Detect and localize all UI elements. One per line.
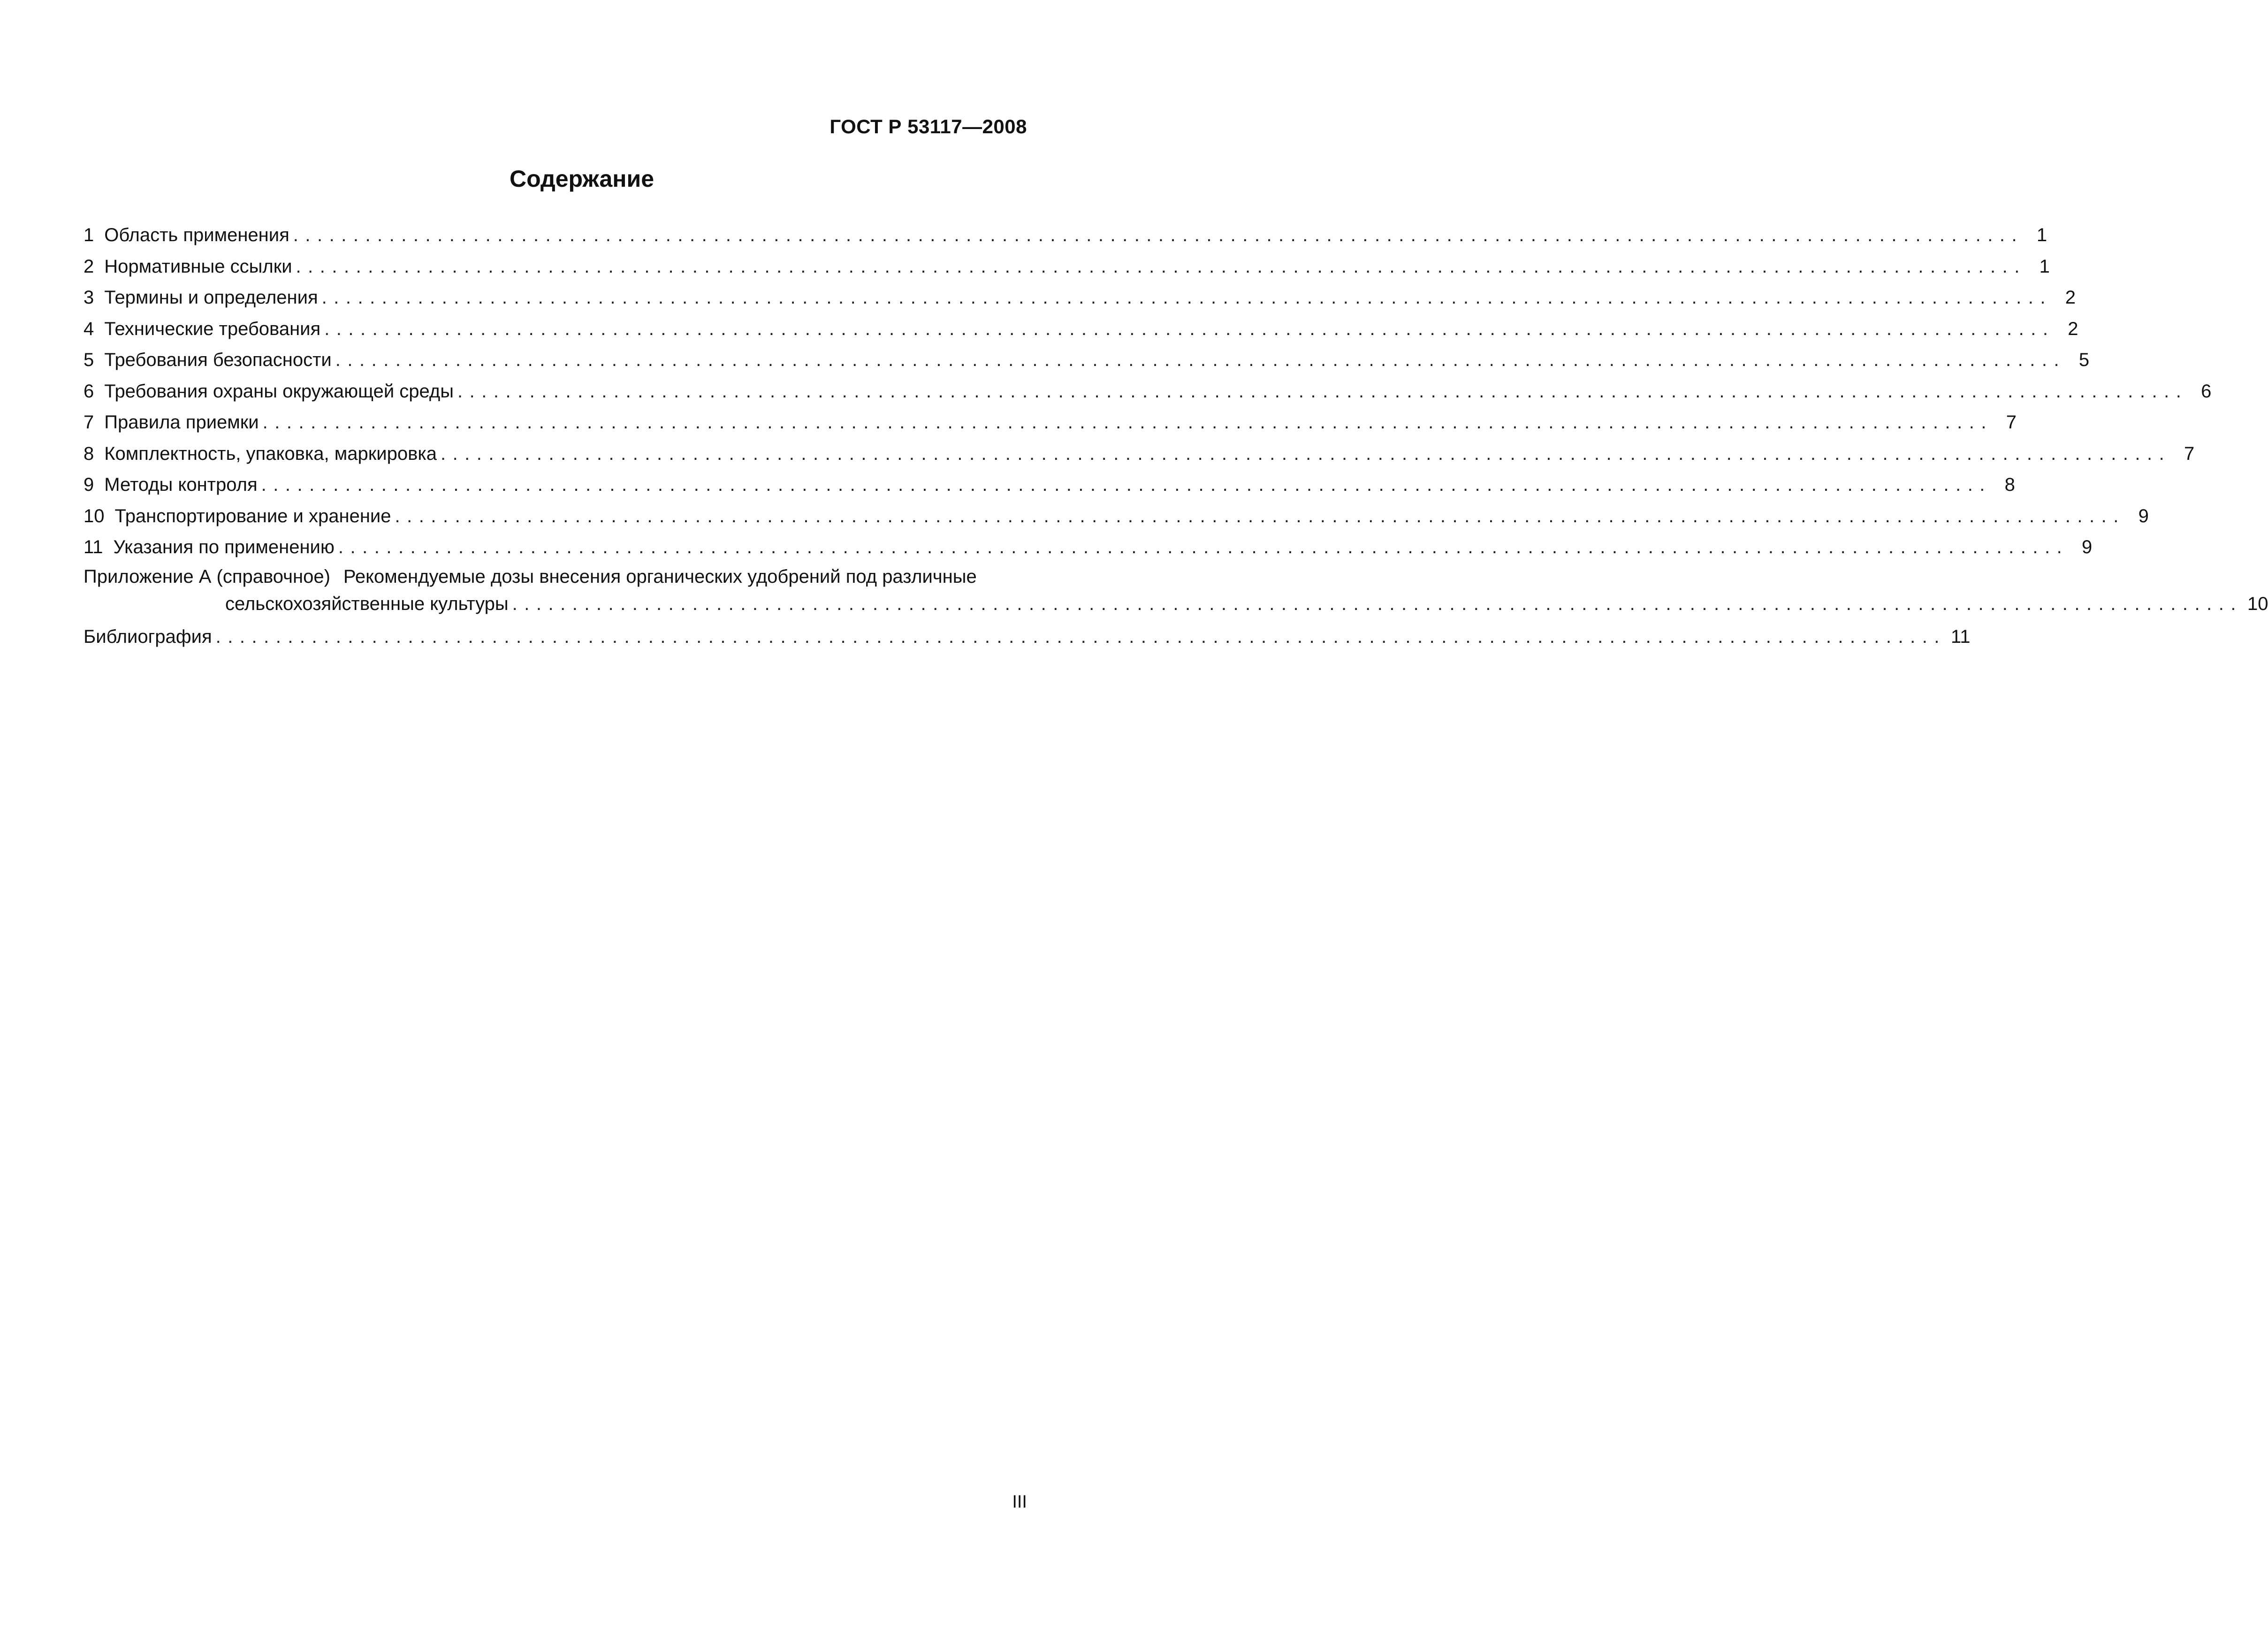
- toc-entry-label: Технические требования: [104, 318, 321, 339]
- toc-entry-number: 1: [84, 225, 94, 245]
- toc-entry-label: Указания по применению: [113, 537, 335, 557]
- toc-entry-page: 1: [2036, 225, 2047, 245]
- toc-entry-page: 8: [2004, 474, 2015, 495]
- toc-entry-page: 7: [2184, 443, 2195, 464]
- annex-title-line2: сельскохозяйственные культуры: [225, 593, 509, 614]
- toc-entry-label: Требования безопасности: [104, 350, 332, 370]
- toc-entry-label: Транспортирование и хранение: [114, 505, 391, 526]
- toc-entry-label: Термины и определения: [104, 287, 318, 308]
- toc-entry-bibliography[interactable]: [84, 621, 1971, 653]
- toc-entry-page: 2: [2068, 318, 2078, 339]
- toc-entry-label: Методы контроля: [104, 474, 258, 495]
- toc-entry[interactable]: [84, 376, 2212, 407]
- toc-entry[interactable]: [84, 438, 2195, 470]
- toc-entry-page: 5: [2078, 350, 2090, 370]
- toc-entry-label: Комплектность, упаковка, маркировка: [104, 443, 437, 464]
- toc-entry-label: Область применения: [104, 225, 289, 245]
- toc-entry[interactable]: [84, 251, 2050, 282]
- bibliography-label: Библиография: [84, 626, 212, 647]
- toc-entry-number: 3: [84, 287, 94, 308]
- toc-entry[interactable]: [84, 469, 2015, 501]
- toc-entry-page: 2: [2065, 287, 2076, 308]
- toc-entry-number: 8: [84, 443, 94, 464]
- toc-entry-page: 1: [2039, 256, 2050, 277]
- dot-leader: ................................................................................................................................................: [321, 287, 2052, 308]
- page-number: III: [1012, 1492, 1027, 1512]
- toc-entry[interactable]: [84, 282, 2076, 313]
- dot-leader: ................................................................................................................................................: [296, 256, 2026, 277]
- table-of-contents: [84, 220, 2268, 652]
- toc-entry-label: Правила приемки: [104, 412, 259, 433]
- toc-entry[interactable]: [84, 220, 2047, 251]
- dot-leader: ................................................................................................................................................: [512, 593, 2243, 614]
- annex-title-line1: Рекомендуемые дозы внесения органических удобрений под различные: [343, 566, 977, 587]
- dot-leader: ................................................................................................................................................: [338, 537, 2069, 557]
- toc-entry-label: Нормативные ссылки: [104, 256, 292, 277]
- bibliography-page: 11: [1950, 626, 1971, 647]
- toc-entry-page: 9: [2081, 537, 2093, 557]
- toc-entry-number: 6: [84, 381, 94, 402]
- annex-page: 10: [2247, 593, 2268, 614]
- document-code: ГОСТ Р 53117—2008: [830, 115, 1027, 137]
- toc-entry-number: 11: [84, 537, 103, 557]
- toc-entry-number: 7: [84, 412, 94, 433]
- annex-name: Приложение А (справочное): [84, 566, 330, 587]
- dot-leader: ................................................................................................................................................: [395, 505, 2125, 526]
- toc-entry-number: 4: [84, 318, 94, 339]
- toc-entry[interactable]: [84, 501, 2149, 532]
- dot-leader: ................................................................................................................................................: [215, 626, 1946, 647]
- dot-leader: ................................................................................................................................................: [261, 474, 1992, 495]
- toc-entry-page: 9: [2138, 505, 2149, 526]
- toc-title: Содержание: [509, 166, 655, 192]
- toc-entry-page: 6: [2201, 381, 2212, 402]
- dot-leader: ................................................................................................................................................: [324, 318, 2055, 339]
- toc-entry[interactable]: [84, 532, 2093, 563]
- toc-entry-annex[interactable]: [84, 563, 2268, 621]
- toc-entry-number: 5: [84, 350, 94, 370]
- dot-leader: ................................................................................................................................................: [335, 350, 2066, 370]
- toc-entry-number: 9: [84, 474, 94, 495]
- dot-leader: ................................................................................................................................................: [262, 412, 1993, 433]
- dot-leader: ................................................................................................................................................: [440, 443, 2171, 464]
- toc-entry-label: Требования охраны окружающей среды: [104, 381, 454, 402]
- toc-entry-number: 2: [84, 256, 94, 277]
- toc-entry[interactable]: [84, 407, 2017, 438]
- dot-leader: ................................................................................................................................................: [293, 225, 2024, 245]
- toc-entry-number: 10: [84, 505, 105, 526]
- dot-leader: ................................................................................................................................................: [457, 381, 2188, 402]
- toc-entry[interactable]: [84, 313, 2078, 345]
- toc-entry-page: 7: [2006, 412, 2017, 433]
- toc-entry[interactable]: [84, 344, 2090, 376]
